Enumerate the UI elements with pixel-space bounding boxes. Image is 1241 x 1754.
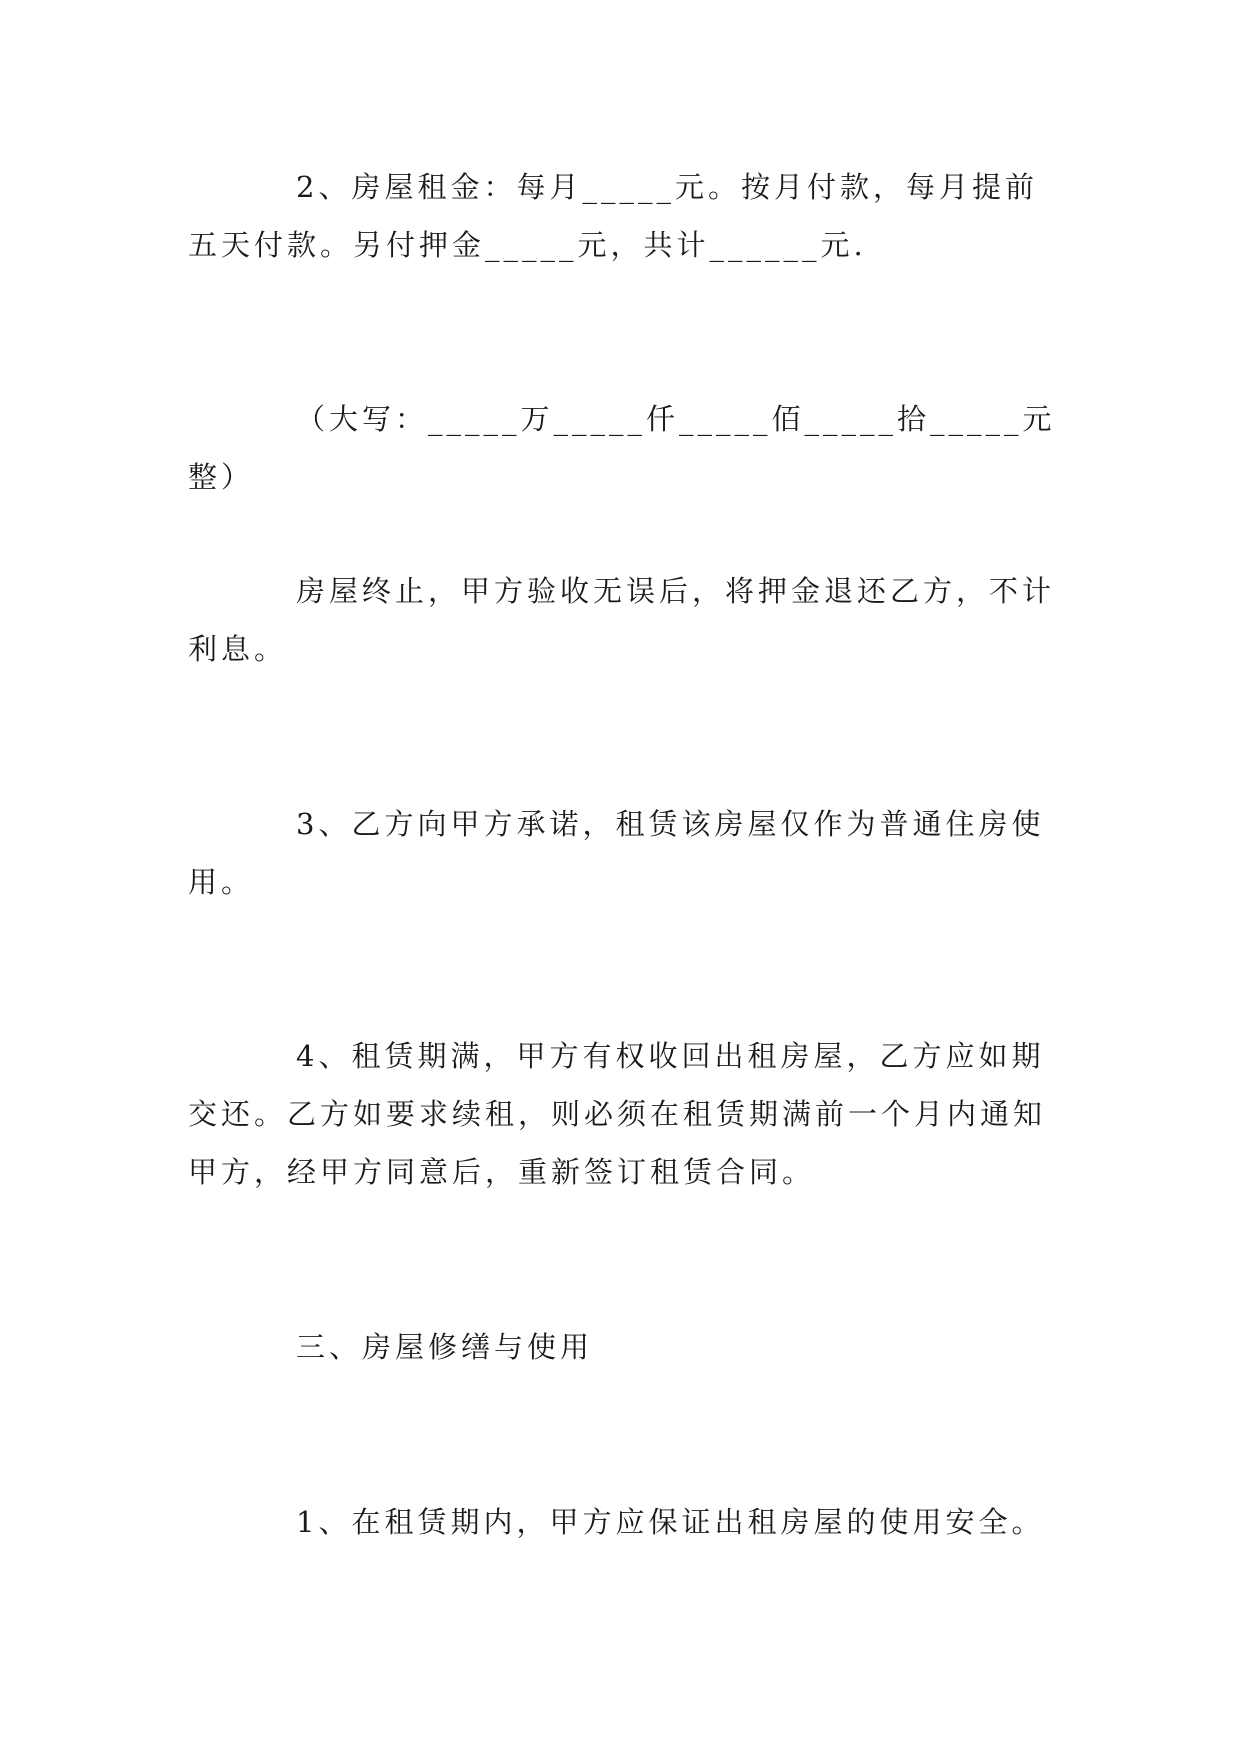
residential-use-paragraph: 3、乙方向甲方承诺，租赁该房屋仅作为普通住房使用。 xyxy=(188,807,1045,899)
lease-expiry-paragraph: 4、租赁期满，甲方有权收回出租房屋，乙方应如期交还。乙方如要求续租，则必须在租赁期满前一个月内通知甲方，经甲方同意后，重新签订租赁合同。 xyxy=(188,1039,1047,1189)
safety-clause-paragraph: 1、在租赁期内，甲方应保证出租房屋的使用安全。 xyxy=(296,1505,1045,1539)
amount-in-words-paragraph: （大写：_____万_____仟_____佰_____拾_____元整） xyxy=(188,402,1056,494)
section-heading: 三、房屋修缮与使用 xyxy=(296,1330,594,1364)
deposit-refund-paragraph: 房屋终止，甲方验收无误后，将押金退还乙方，不计利息。 xyxy=(188,574,1056,666)
rent-clause-paragraph: 2、房屋租金：每月_____元。按月付款，每月提前五天付款。另付押金_____元，共计______元. xyxy=(188,170,1038,262)
